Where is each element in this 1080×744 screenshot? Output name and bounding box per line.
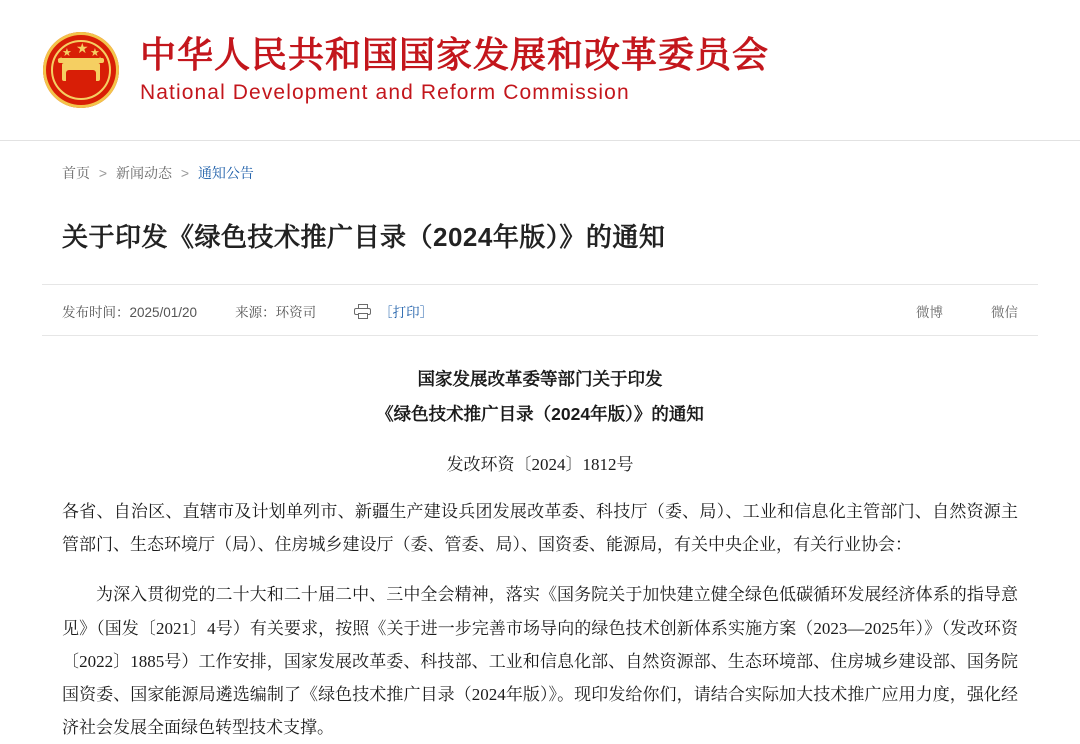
- printer-icon: [354, 304, 371, 319]
- document-number: 发改环资〔2024〕1812号: [446, 455, 634, 474]
- document-heading-line2: 《绿色技术推广目录（2024年版）》的通知: [376, 404, 704, 424]
- article-meta: [42, 285, 1038, 335]
- share-wechat-button[interactable]: 微信: [991, 305, 1018, 320]
- share-weibo-button[interactable]: 微博: [916, 305, 943, 320]
- source: [235, 301, 316, 321]
- breadcrumb-separator: >: [98, 165, 108, 181]
- breadcrumb-separator: >: [180, 165, 190, 181]
- breadcrumb-item-home[interactable]: 首页: [62, 165, 90, 181]
- site-title-block: [140, 34, 769, 107]
- org-name-en: National Development and Reform Commission: [140, 81, 630, 105]
- national-emblem-icon: ★ ★ ★ ★ ★: [40, 29, 122, 111]
- share-group: [868, 301, 1018, 321]
- source-value: 环资司: [275, 305, 317, 320]
- document-heading-line1: 国家发展改革委等部门关于印发: [417, 369, 663, 389]
- document-body: [62, 336, 1018, 744]
- source-label: 来源：: [235, 305, 276, 320]
- document-paragraph-recipients: 各省、自治区、直辖市及计划单列市、新疆生产建设兵团发展改革委、科技厅（委、局）、工业和信息化主管部门、自然资源主管部门、生态环境厅（局）、住房城乡建设厅（委、管委、局）、国资委、能源局，有关中央企业，有关行业协会：: [62, 502, 1018, 555]
- page-title: 关于印发《绿色技术推广目录（2024年版）》的通知: [62, 222, 666, 252]
- breadcrumb-item-notices[interactable]: 通知公告: [197, 165, 254, 181]
- document-paragraph-body: 为深入贯彻党的二十大和二十届二中、三中全会精神，落实《国务院关于加快建立健全绿色低碳循环发展经济体系的指导意见》（国发〔2021〕4号）有关要求，按照《关于进一步完善市场导向的绿色技术创新体系实施方案（2023—2025年）》（发改环资〔2022〕1885号）工作安排，国家发展改革委、科技部、工业和信息化部、自然资源部、生态环境部、住房城乡建设部、国务院国资委、国家能源局遴选编制了《绿色技术推广目录（2024年版）》。现印发给你们，请结合实际加大技术推广应用力度，强化经济社会发展全面绿色转型技术支撑。: [62, 585, 1018, 737]
- publish-time-value: 2025/01/20: [129, 305, 198, 320]
- publish-time-label: 发布时间：: [62, 305, 130, 320]
- site-header: [0, 0, 1080, 140]
- print-label: ［打印］: [379, 305, 434, 320]
- publish-time: [62, 301, 197, 321]
- breadcrumb: [0, 141, 1080, 183]
- org-name-cn: 中华人民共和国国家发展和改革委员会: [140, 33, 770, 75]
- breadcrumb-item-news[interactable]: 新闻动态: [115, 165, 172, 181]
- print-button[interactable]: [354, 301, 433, 321]
